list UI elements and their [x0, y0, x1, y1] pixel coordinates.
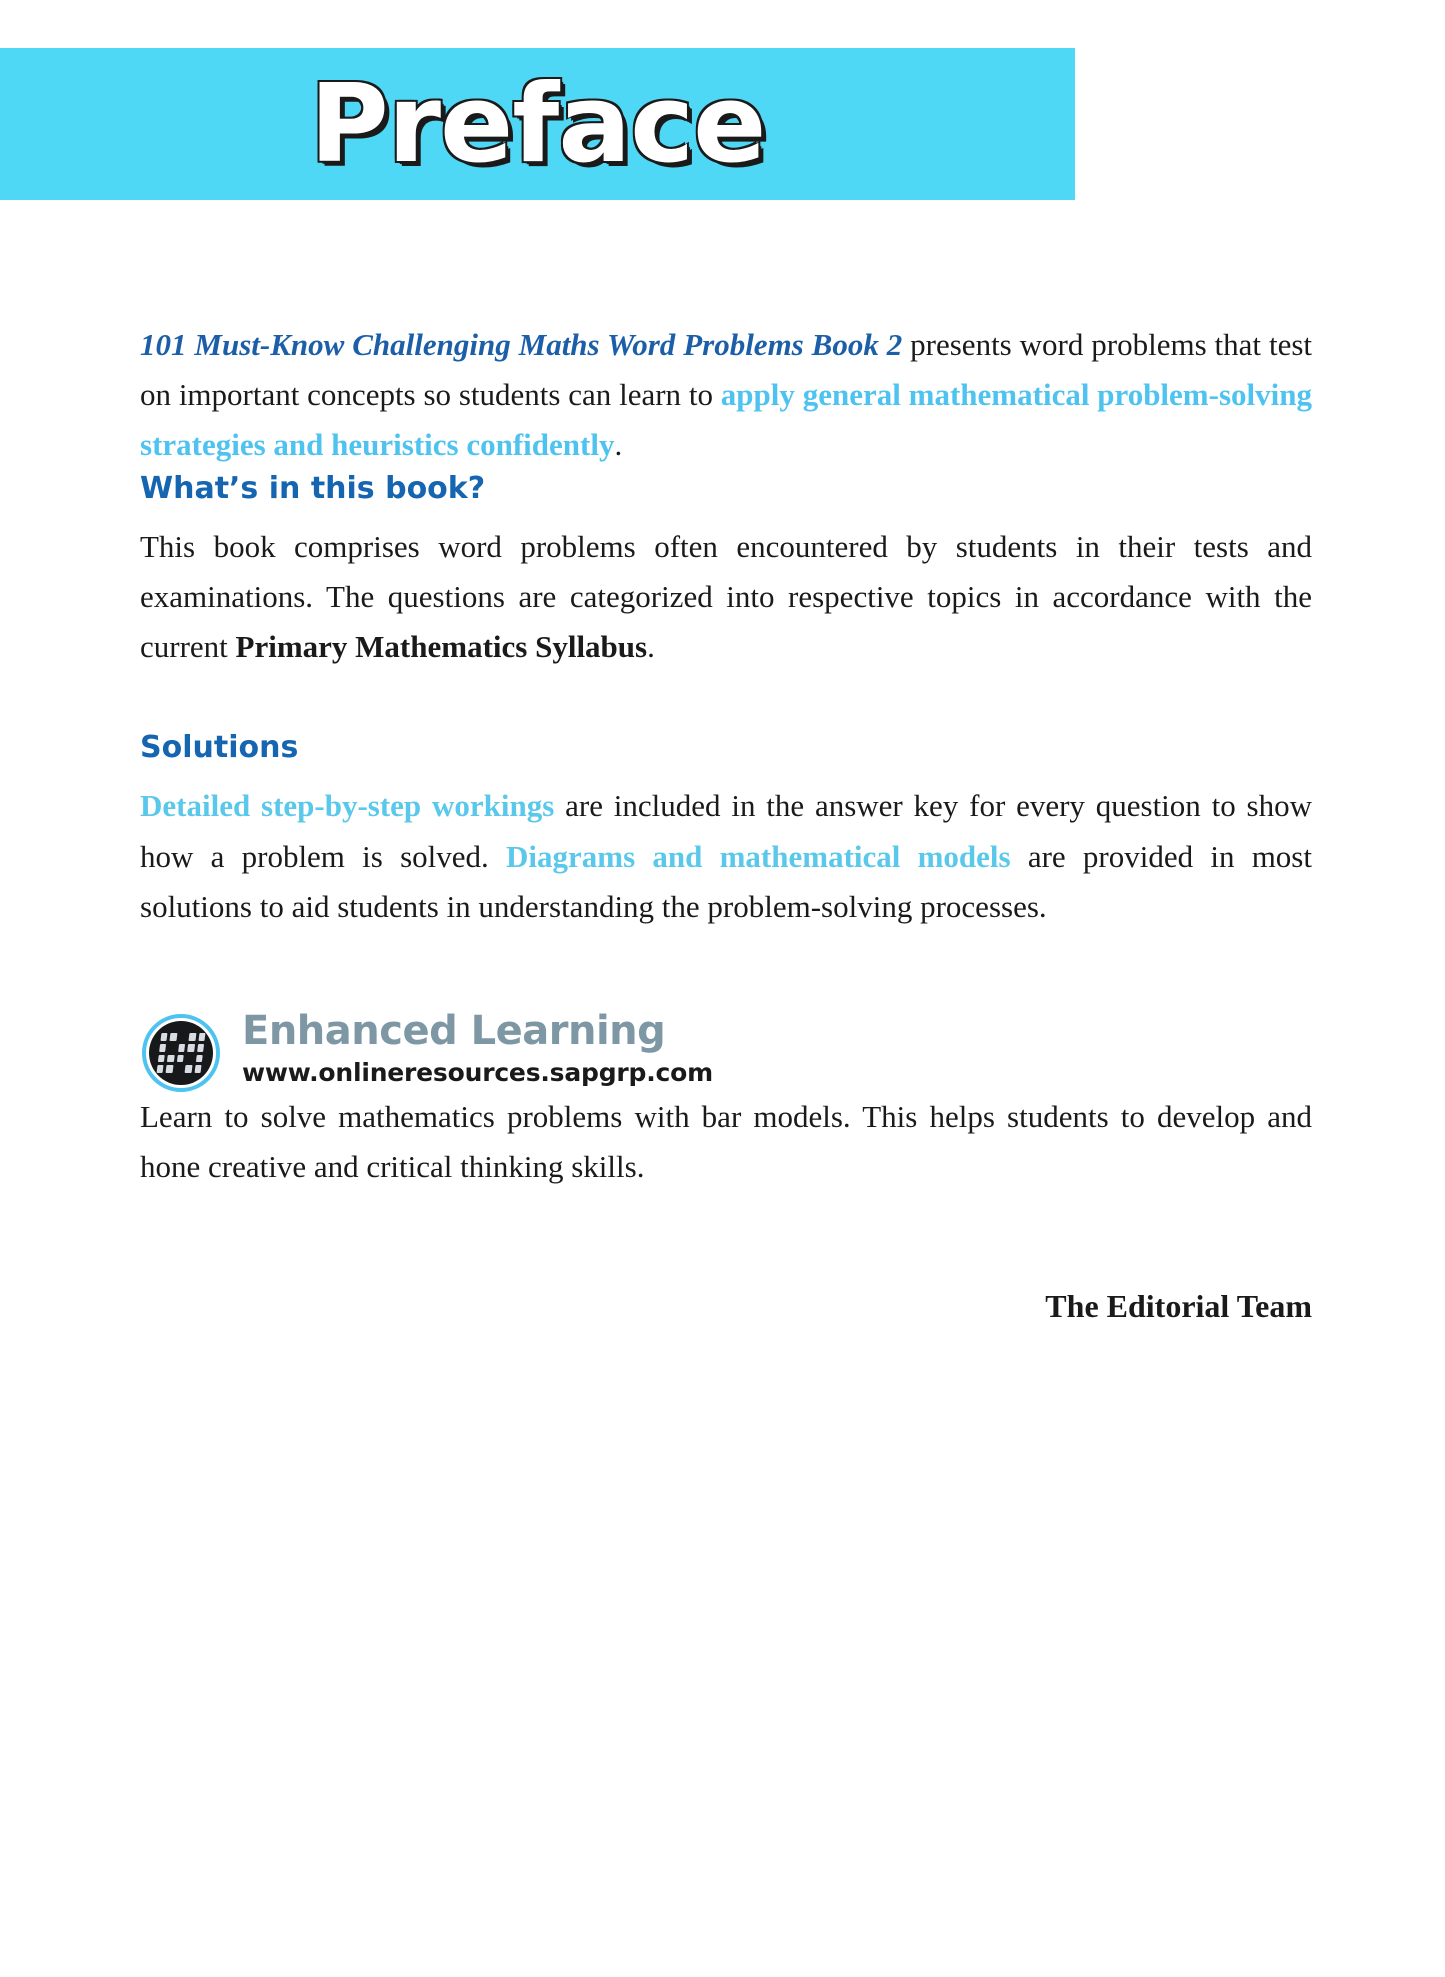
intro-paragraph — [140, 320, 1312, 471]
page-title: Preface — [309, 61, 766, 187]
enhanced-learning-url[interactable]: www.onlineresources.sapgrp.com — [242, 1057, 713, 1087]
section0-text-2: . — [647, 629, 655, 665]
section-body-solutions — [140, 781, 1312, 932]
preface-content — [140, 320, 1312, 1325]
enhanced-learning-block — [140, 1007, 1312, 1192]
enhanced-learning-logo-icon — [142, 1014, 220, 1092]
section0-bold-1: Primary Mathematics Syllabus — [235, 629, 648, 665]
section-solutions — [140, 730, 1312, 932]
section1-highlight-1: Detailed step-by-step workings — [140, 788, 555, 824]
intro-text-1: presents word problems that test on important concepts so students can learn to — [140, 327, 1312, 413]
section1-text-2: are provided in most solutions to aid students in understanding the problem-solving processes. — [140, 838, 1312, 924]
section0-text-1: This book comprises word problems often encountered by students in their tests and examinations. The questions are categorized into respective topics in accordance with the current — [140, 528, 1312, 665]
section-whats-in-this-book — [140, 471, 1312, 673]
section-heading-whats-in-this-book: What’s in this book? — [140, 470, 486, 506]
enhanced-learning-header — [140, 1007, 1312, 1092]
intro-text-2: . — [614, 427, 623, 463]
section-body-whats-in-this-book — [140, 522, 1312, 673]
book-title: 101 Must-Know Challenging Maths Word Problems Book 2 — [140, 327, 903, 362]
intro-highlight: apply general mathematical problem-solving strategies and heuristics confidently — [140, 377, 1312, 463]
enhanced-learning-text — [242, 1007, 713, 1087]
signature-editorial-team: The Editorial Team — [1045, 1288, 1312, 1325]
section1-text-1: are included in the answer key for every question to show how a problem is solved. — [140, 788, 1312, 874]
enhanced-learning-description: Learn to solve mathematics problems with bar models. This helps students to develop and hone creative and critical thinking skills. — [140, 1098, 1312, 1185]
preface-header-banner — [0, 48, 1075, 200]
section-heading-solutions: Solutions — [140, 730, 299, 766]
section1-highlight-2: Diagrams and mathematical models — [506, 838, 1011, 874]
enhanced-learning-title: Enhanced Learning — [242, 1007, 666, 1054]
